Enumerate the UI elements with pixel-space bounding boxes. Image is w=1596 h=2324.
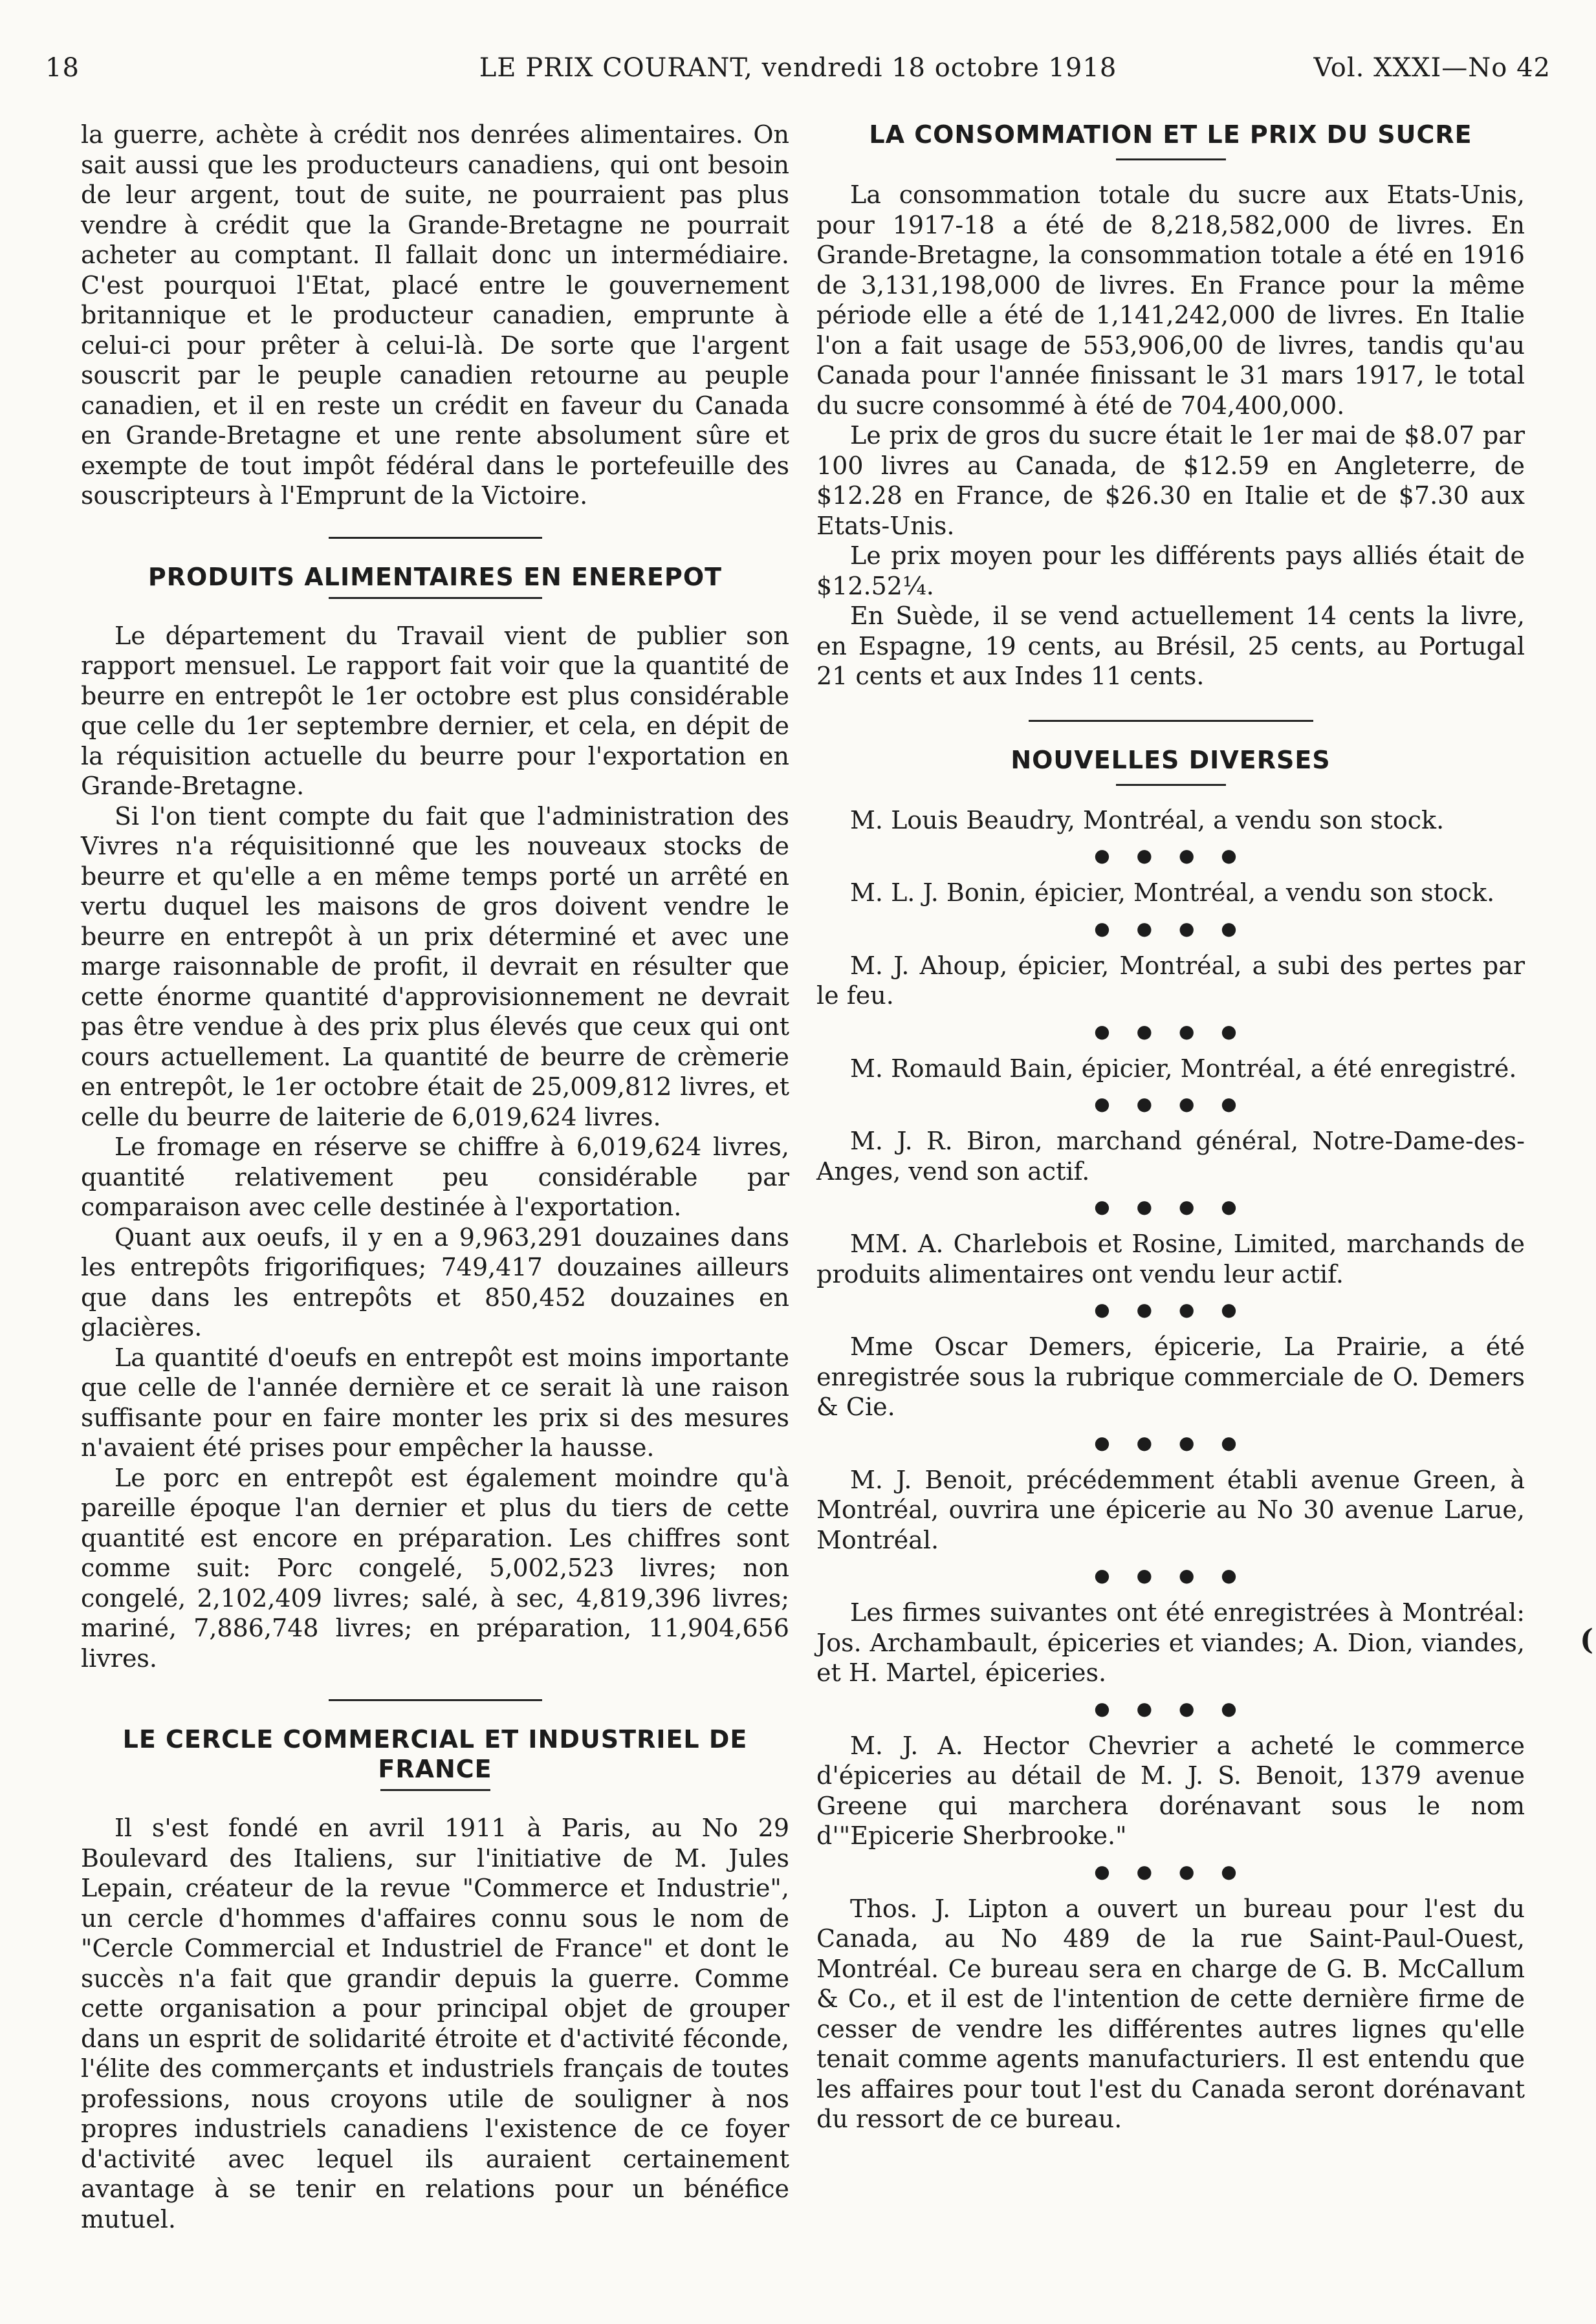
section-rule: [329, 537, 542, 539]
entrepot-paragraph: Le porc en entrepôt est également moindre qu'à pareille époque l'an dernier et plus du tiers de cette quantité est encore en préparation. Les chiffres sont comme suit: Porc congelé, 5,002,523 livres; non congelé, 2,102,409 livres; salé, à sec, 4,819,396 livres; mariné, 7,886,748 livres; en préparation, 11,904,656 livres.: [81, 1463, 789, 1673]
news-item: M. Louis Beaudry, Montréal, a vendu son stock.: [850, 805, 1445, 834]
publication-title: LE PRIX COURANT, vendredi 18 octobre 1918: [479, 53, 1117, 83]
intro-paragraph: la guerre, achète à crédit nos denrées alimentaires. On sait aussi que les producteurs canadiens, qui ont besoin de leur argent, tout de suite, ne pourraient pas plus vendre à crédit que la Grande-Bretagne ne pourrait acheter au comptant. Il fallait donc un intermédiaire. C'est pourquoi l'Etat, placé entre le gouvernement britannique et le producteur canadien, emprunte à celui-ci pour prêter à celui-là. De sorte que l'argent souscrit par le peuple canadien retourne au peuple canadien, et il en reste un crédit en faveur du Canada en Grande-Bretagne et une rente absolument sûre et exempte de tout impôt fédéral dans le portefeuille des souscripteurs à l'Emprunt de la Victoire.: [81, 120, 789, 510]
section-rule: [1029, 720, 1313, 722]
volume-number: Vol. XXXI—No 42: [1313, 53, 1551, 83]
news-item: Les firmes suivantes ont été enregistrées à Montréal: Jos. Archambault, épiceries et viandes; A. Dion, viandes, et H. Martel, épiceries.: [816, 1598, 1525, 1687]
entrepot-paragraph: Si l'on tient compte du fait que l'administration des Vivres n'a réquisitionné que les nouveaux stocks de beurre et qu'elle a en même temps porté un arrêté en vertu duquel les maisons de gros doivent vendre le beurre en entrepôt à un prix déterminé et avec une marge raisonnable de profit, il devrait en résulter que cette énorme quantité d'approvisionnement ne devrait pas être vendue à des prix plus élevés que ceux qui ont cours actuellement. La quantité de beurre de crèmerie en entrepôt, le 1er octobre était de 25,009,812 livres, et celle du beurre de laiterie de 6,019,624 livres.: [81, 801, 789, 1131]
news-separator: ● ● ● ●: [1094, 1860, 1247, 1882]
news-item: M. Romauld Bain, épicier, Montréal, a été enregistré.: [850, 1054, 1517, 1083]
title-underline: [1116, 158, 1226, 160]
news-item: M. J. Ahoup, épicier, Montréal, a subi des pertes par le feu.: [816, 951, 1525, 1010]
sucre-paragraph: En Suède, il se vend actuellement 14 cents la livre, en Espagne, 19 cents, au Brésil, 25 cents, au Portugal 21 cents et aux Indes 11 cents.: [816, 602, 1525, 690]
news-item: MM. A. Charlebois et Rosine, Limited, marchands de produits alimentaires ont vendu leur actif.: [816, 1230, 1525, 1288]
page-header: [45, 53, 1551, 98]
news-separator: ● ● ● ●: [1094, 1431, 1247, 1453]
entrepot-paragraph: La quantité d'oeufs en entrepôt est moins importante que celle de l'année dernière et ce serait là une raison suffisante pour en faire monter les prix si des mesures n'avaient été prises pour empêcher la hausse.: [81, 1343, 789, 1462]
news-item: Mme Oscar Demers, épicerie, La Prairie, a été enregistrée sous la rubrique commerciale de O. Demers & Cie.: [816, 1332, 1525, 1421]
title-underline: [329, 597, 542, 599]
left-column: [81, 120, 789, 2234]
news-separator: ● ● ● ●: [1094, 845, 1247, 866]
section-title-cercle: LE CERCLE COMMERCIAL ET INDUSTRIEL DE FRANCE: [122, 1725, 748, 1783]
sucre-paragraph: Le prix moyen pour les différents pays alliés était de $12.52¼.: [816, 541, 1525, 600]
section-title-nouvelles: NOUVELLES DIVERSES: [1011, 745, 1331, 774]
news-item: M. J. A. Hector Chevrier a acheté le commerce d'épiceries au détail de M. J. S. Benoit, 1379 avenue Greene qui marchera dorénavant sous le nom d'"Epicerie Sherbrooke.": [816, 1731, 1525, 1850]
news-item: M. J. R. Biron, marchand général, Notre-Dame-des-Anges, vend son actif.: [816, 1127, 1525, 1186]
title-underline: [1116, 784, 1226, 786]
entrepot-paragraph: Le département du Travail vient de publier son rapport mensuel. Le rapport fait voir que la quantité de beurre en entrepôt le 1er octobre est plus considérable que celle du 1er septembre dernier, et cela, en dépit de la réquisition actuelle du beurre pour l'exportation en Grande-Bretagne.: [81, 621, 789, 800]
sucre-paragraph: La consommation totale du sucre aux Etats-Unis, pour 1917-18 a été de 8,218,582,000 de livres. En Grande-Bretagne, la consommation totale a été en 1916 de 3,131,198,000 de livres. En France pour la même période elle a été de 1,141,242,000 de livres. En Italie l'on a fait usage de 553,906,00 de livres, tandis qu'au Canada pour l'année finissant le 31 mars 1917, le total du sucre consommé à été de 704,400,000.: [816, 180, 1525, 420]
news-item: Thos. J. Lipton a ouvert un bureau pour l'est du Canada, au No 489 de la rue Saint-Paul-Ouest, Montréal. Ce bureau sera en charge de G. B. McCallum & Co., et il est de l'intention de cette dernière firme de cesser de vendre les différentes autres lignes qu'elle tenait comme agents manufacturiers. Il est entendu que les affaires pour tout l'est du Canada seront dorénavant du ressort de ce bureau.: [816, 1894, 1525, 2133]
section-rule: [329, 1699, 542, 1701]
news-separator: ● ● ● ●: [1094, 1093, 1247, 1114]
page-number: 18: [45, 53, 80, 83]
news-item: M. L. J. Bonin, épicier, Montréal, a vendu son stock.: [850, 878, 1495, 907]
title-underline: [380, 1789, 490, 1791]
entrepot-paragraph: Le fromage en réserve se chiffre à 6,019,624 livres, quantité relativement peu considérable par comparaison avec celle destinée à l'exportation.: [81, 1133, 789, 1221]
right-column: [816, 120, 1525, 2134]
entrepot-paragraph: Quant aux oeufs, il y en a 9,963,291 douzaines dans les entrepôts frigorifiques; 749,417 douzaines ailleurs que dans les entrepôts et 850,452 douzaines en glacières.: [81, 1222, 789, 1341]
cercle-paragraph: Il s'est fondé en avril 1911 à Paris, au No 29 Boulevard des Italiens, sur l'initiative de M. Jules Lepain, créateur de la revue "Commerce et Industrie", un cercle d'hommes d'affaires connu sous le nom de "Cercle Commercial et Industriel de France" et dont le succès n'a fait que grandir depuis la guerre. Comme cette organisation a pour principal objet de grouper dans un esprit de solidarité étroite et d'activité féconde, l'élite des commerçants et industriels français de toutes professions, nous croyons utile de souligner à nos propres industriels canadiens l'existence de ce foyer d'activité avec lequel ils auraient certainement avantage à se tenir en relations pour un bénéfice mutuel.: [81, 1814, 789, 2233]
news-separator: ● ● ● ●: [1094, 1299, 1247, 1320]
news-separator: ● ● ● ●: [1094, 1565, 1247, 1586]
news-separator: ● ● ● ●: [1094, 1697, 1247, 1719]
section-title-entrepot: PRODUITS ALIMENTAIRES EN ENEREPOT: [148, 562, 723, 591]
section-title-sucre: LA CONSOMMATION ET LE PRIX DU SUCRE: [869, 120, 1472, 149]
news-separator: ● ● ● ●: [1094, 917, 1247, 939]
news-separator: ● ● ● ●: [1094, 1196, 1247, 1217]
page-edge-mark: (: [1580, 1624, 1593, 1656]
news-item: M. J. Benoit, précédemment établi avenue Green, à Montréal, ouvrira une épicerie au No 30 avenue Larue, Montréal.: [816, 1465, 1525, 1554]
news-separator: ● ● ● ●: [1094, 1020, 1247, 1042]
sucre-paragraph: Le prix de gros du sucre était le 1er mai de $8.07 par 100 livres au Canada, de $12.59 en Angleterre, de $12.28 en France, de $26.30 en Italie et de $7.30 aux Etats-Unis.: [816, 421, 1525, 540]
